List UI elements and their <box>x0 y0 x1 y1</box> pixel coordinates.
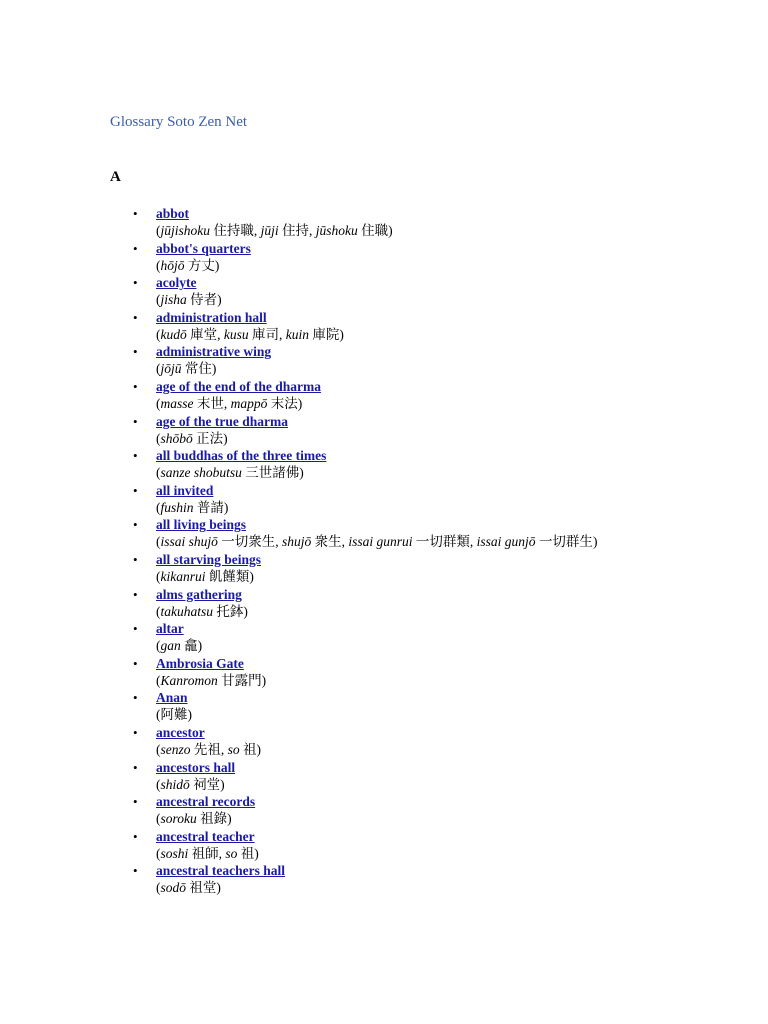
term-reading: (shidō 祠堂) <box>156 776 225 792</box>
glossary-term-link[interactable]: Anan <box>156 690 188 706</box>
glossary-term-link[interactable]: Ambrosia Gate <box>156 655 244 671</box>
glossary-entry <box>133 551 666 585</box>
glossary-list <box>133 205 666 897</box>
glossary-entry <box>133 205 666 239</box>
term-reading: (sanze shobutsu 三世諸佛) <box>156 465 304 481</box>
glossary-term-link[interactable]: age of the true dharma <box>156 413 288 429</box>
glossary-term-link[interactable]: administration hall <box>156 309 267 325</box>
glossary-term-link[interactable]: altar <box>156 621 184 637</box>
term-reading: (jisha 侍者) <box>156 292 222 308</box>
bullet-icon: • <box>133 794 138 810</box>
bullet-icon: • <box>133 378 138 394</box>
bullet-icon: • <box>133 863 138 879</box>
document-title: Glossary Soto Zen Net <box>110 114 248 130</box>
glossary-term-link[interactable]: all living beings <box>156 517 247 533</box>
term-reading: (senzo 先祖, so 祖) <box>156 741 262 757</box>
glossary-entry <box>133 655 666 689</box>
glossary-entry <box>133 689 666 723</box>
term-reading: (fushin 普請) <box>156 499 229 515</box>
term-reading: (shōbō 正法) <box>156 430 228 446</box>
glossary-entry <box>133 724 666 758</box>
glossary-entry <box>133 240 666 274</box>
glossary-term-link[interactable]: age of the end of the dharma <box>156 378 321 394</box>
glossary-entry <box>133 309 666 343</box>
glossary-entry <box>133 274 666 308</box>
term-reading: (jōjū 常住) <box>156 361 217 377</box>
term-reading: (sodō 祖堂) <box>156 880 221 896</box>
bullet-icon: • <box>133 724 138 740</box>
term-reading: (issai shujō 一切衆生, shujō 衆生, issai gunrui 一切群類, issai gunjō 一切群生) <box>156 534 598 550</box>
bullet-icon: • <box>133 344 138 360</box>
bullet-icon: • <box>133 206 138 221</box>
glossary-entry <box>133 378 666 412</box>
term-reading: (kudō 庫堂, kusu 庫司, kuin 庫院) <box>156 326 344 342</box>
glossary-term-link[interactable]: ancestors hall <box>156 759 236 775</box>
glossary-entry <box>133 862 666 896</box>
term-reading: (soroku 祖錄) <box>156 811 232 827</box>
glossary-entry <box>133 516 666 550</box>
glossary-term-link[interactable]: abbot <box>156 206 190 221</box>
glossary-term-link[interactable]: all invited <box>156 482 214 498</box>
bullet-icon: • <box>133 240 138 256</box>
glossary-term-link[interactable]: ancestor <box>156 724 205 740</box>
term-reading: (Kanromon 甘露門) <box>156 672 267 688</box>
bullet-icon: • <box>133 621 138 637</box>
glossary-entry <box>133 793 666 827</box>
bullet-icon: • <box>133 275 138 291</box>
glossary-entry <box>133 343 666 377</box>
term-reading: (soshi 祖師, so 祖) <box>156 845 259 861</box>
glossary-entry <box>133 586 666 620</box>
glossary-term-link[interactable]: alms gathering <box>156 586 242 602</box>
glossary-entry <box>133 759 666 793</box>
term-reading: (gan 龕) <box>156 638 203 654</box>
bullet-icon: • <box>133 551 138 567</box>
bullet-icon: • <box>133 309 138 325</box>
bullet-icon: • <box>133 482 138 498</box>
term-reading: (masse 末世, mappō 末法) <box>156 395 303 411</box>
bullet-icon: • <box>133 448 138 464</box>
glossary-term-link[interactable]: administrative wing <box>156 344 272 360</box>
term-reading: (kikanrui 飢饉類) <box>156 568 254 584</box>
glossary-term-link[interactable]: acolyte <box>156 275 197 291</box>
term-reading: (阿難) <box>156 707 192 723</box>
term-reading: (hōjō 方丈) <box>156 257 220 273</box>
term-reading: (jūjishoku 住持職, jūji 住持, jūshoku 住職) <box>156 223 393 238</box>
bullet-icon: • <box>133 586 138 602</box>
glossary-term-link[interactable]: all starving beings <box>156 551 262 567</box>
bullet-icon: • <box>133 828 138 844</box>
section-heading: A <box>110 169 121 185</box>
bullet-icon: • <box>133 759 138 775</box>
glossary-term-link[interactable]: abbot's quarters <box>156 240 251 256</box>
bullet-icon: • <box>133 690 138 706</box>
term-reading: (takuhatsu 托鉢) <box>156 603 248 619</box>
bullet-icon: • <box>133 655 138 671</box>
bullet-icon: • <box>133 413 138 429</box>
glossary-entry <box>133 620 666 654</box>
glossary-entry <box>133 828 666 862</box>
glossary-entry <box>133 413 666 447</box>
glossary-term-link[interactable]: all buddhas of the three times <box>156 448 327 464</box>
glossary-term-link[interactable]: ancestral records <box>156 794 256 810</box>
glossary-entry <box>133 447 666 481</box>
glossary-term-link[interactable]: ancestral teacher <box>156 828 255 844</box>
bullet-icon: • <box>133 517 138 533</box>
glossary-entry <box>133 482 666 516</box>
glossary-term-link[interactable]: ancestral teachers hall <box>156 863 285 879</box>
